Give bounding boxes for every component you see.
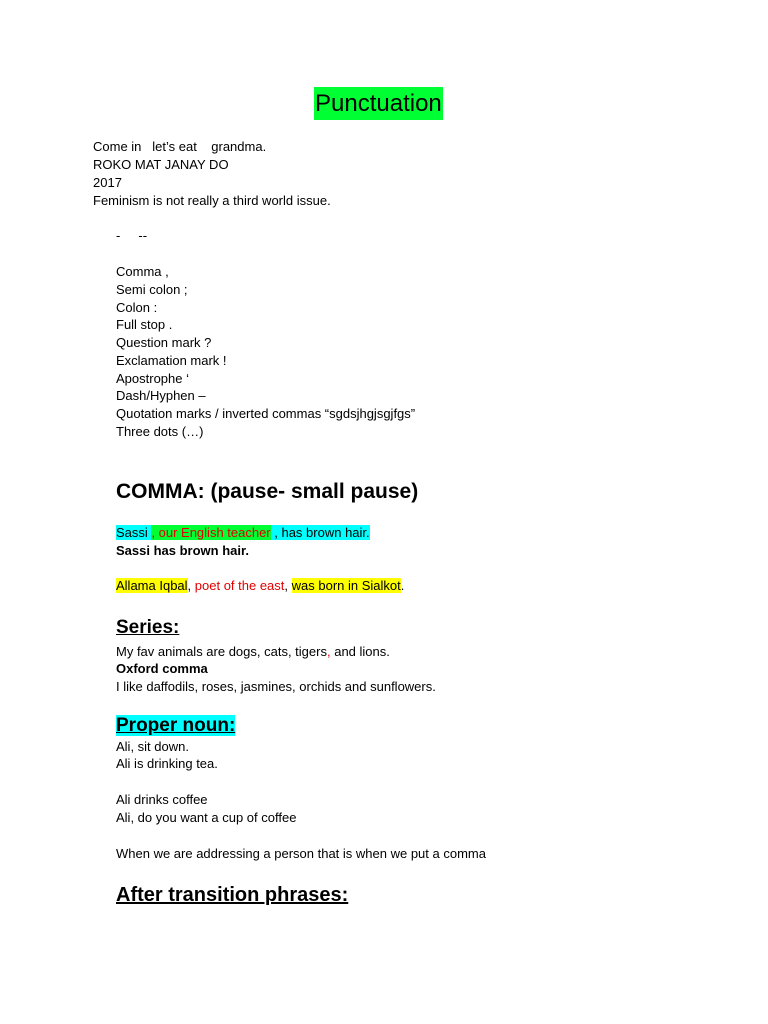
mark-item: Question mark ? — [116, 335, 212, 350]
series-line — [116, 643, 390, 661]
comma-text: , — [284, 578, 292, 593]
dash-list: - -- — [116, 228, 148, 243]
comma-text: , — [187, 578, 195, 593]
oxford-comma-mark: , — [326, 644, 331, 659]
series-text: and lions. — [330, 644, 390, 659]
period-text: . — [400, 578, 405, 593]
proper-noun-line: When we are addressing a person that is when we put a comma — [116, 846, 486, 861]
series-heading: Series: — [116, 617, 180, 638]
mark-item: Comma , — [116, 264, 169, 279]
highlight-appositive: , our English teacher — [151, 525, 271, 540]
intro-line: Feminism is not really a third world issue. — [93, 193, 331, 208]
oxford-comma-label: Oxford comma — [116, 661, 208, 676]
mark-item: Quotation marks / inverted commas “sgdsjhgjsgjfgs” — [116, 406, 416, 421]
mark-item: Exclamation mark ! — [116, 353, 227, 368]
comma-example-1 — [116, 524, 370, 542]
appositive-text: poet of the east — [194, 578, 285, 593]
proper-noun-heading-text: Proper noun: — [116, 715, 236, 736]
comma-example-1-plain: Sassi has brown hair. — [116, 543, 249, 558]
mark-item: Colon : — [116, 300, 158, 315]
mark-item: Dash/Hyphen – — [116, 388, 206, 403]
proper-noun-line: Ali, sit down. — [116, 739, 189, 754]
highlight-predicate: was born in Sialkot — [291, 578, 401, 593]
mark-item: Semi colon ; — [116, 282, 188, 297]
intro-line: ROKO MAT JANAY DO — [93, 157, 229, 172]
mark-item: Full stop . — [116, 317, 173, 332]
proper-noun-line: Ali drinks coffee — [116, 792, 208, 807]
proper-noun-line: Ali, do you want a cup of coffee — [116, 810, 297, 825]
comma-heading: COMMA: (pause- small pause) — [116, 480, 419, 503]
series-line: I like daffodils, roses, jasmines, orchids and sunflowers. — [116, 679, 436, 694]
transition-heading: After transition phrases: — [116, 884, 349, 906]
page-title: Punctuation — [314, 87, 443, 120]
proper-noun-line: Ali is drinking tea. — [116, 756, 218, 771]
proper-noun-heading — [116, 714, 235, 738]
intro-line: 2017 — [93, 175, 122, 190]
highlight-subject: Sassi — [116, 525, 152, 540]
mark-item: Three dots (…) — [116, 424, 204, 439]
highlight-predicate: , has brown hair. — [270, 525, 370, 540]
intro-line: Come in let’s eat grandma. — [93, 139, 267, 154]
mark-item: Apostrophe ‘ — [116, 371, 189, 386]
highlight-name: Allama Iqbal — [116, 578, 188, 593]
series-text: My fav animals are dogs, cats, tigers — [116, 644, 327, 659]
comma-example-2 — [116, 577, 404, 595]
